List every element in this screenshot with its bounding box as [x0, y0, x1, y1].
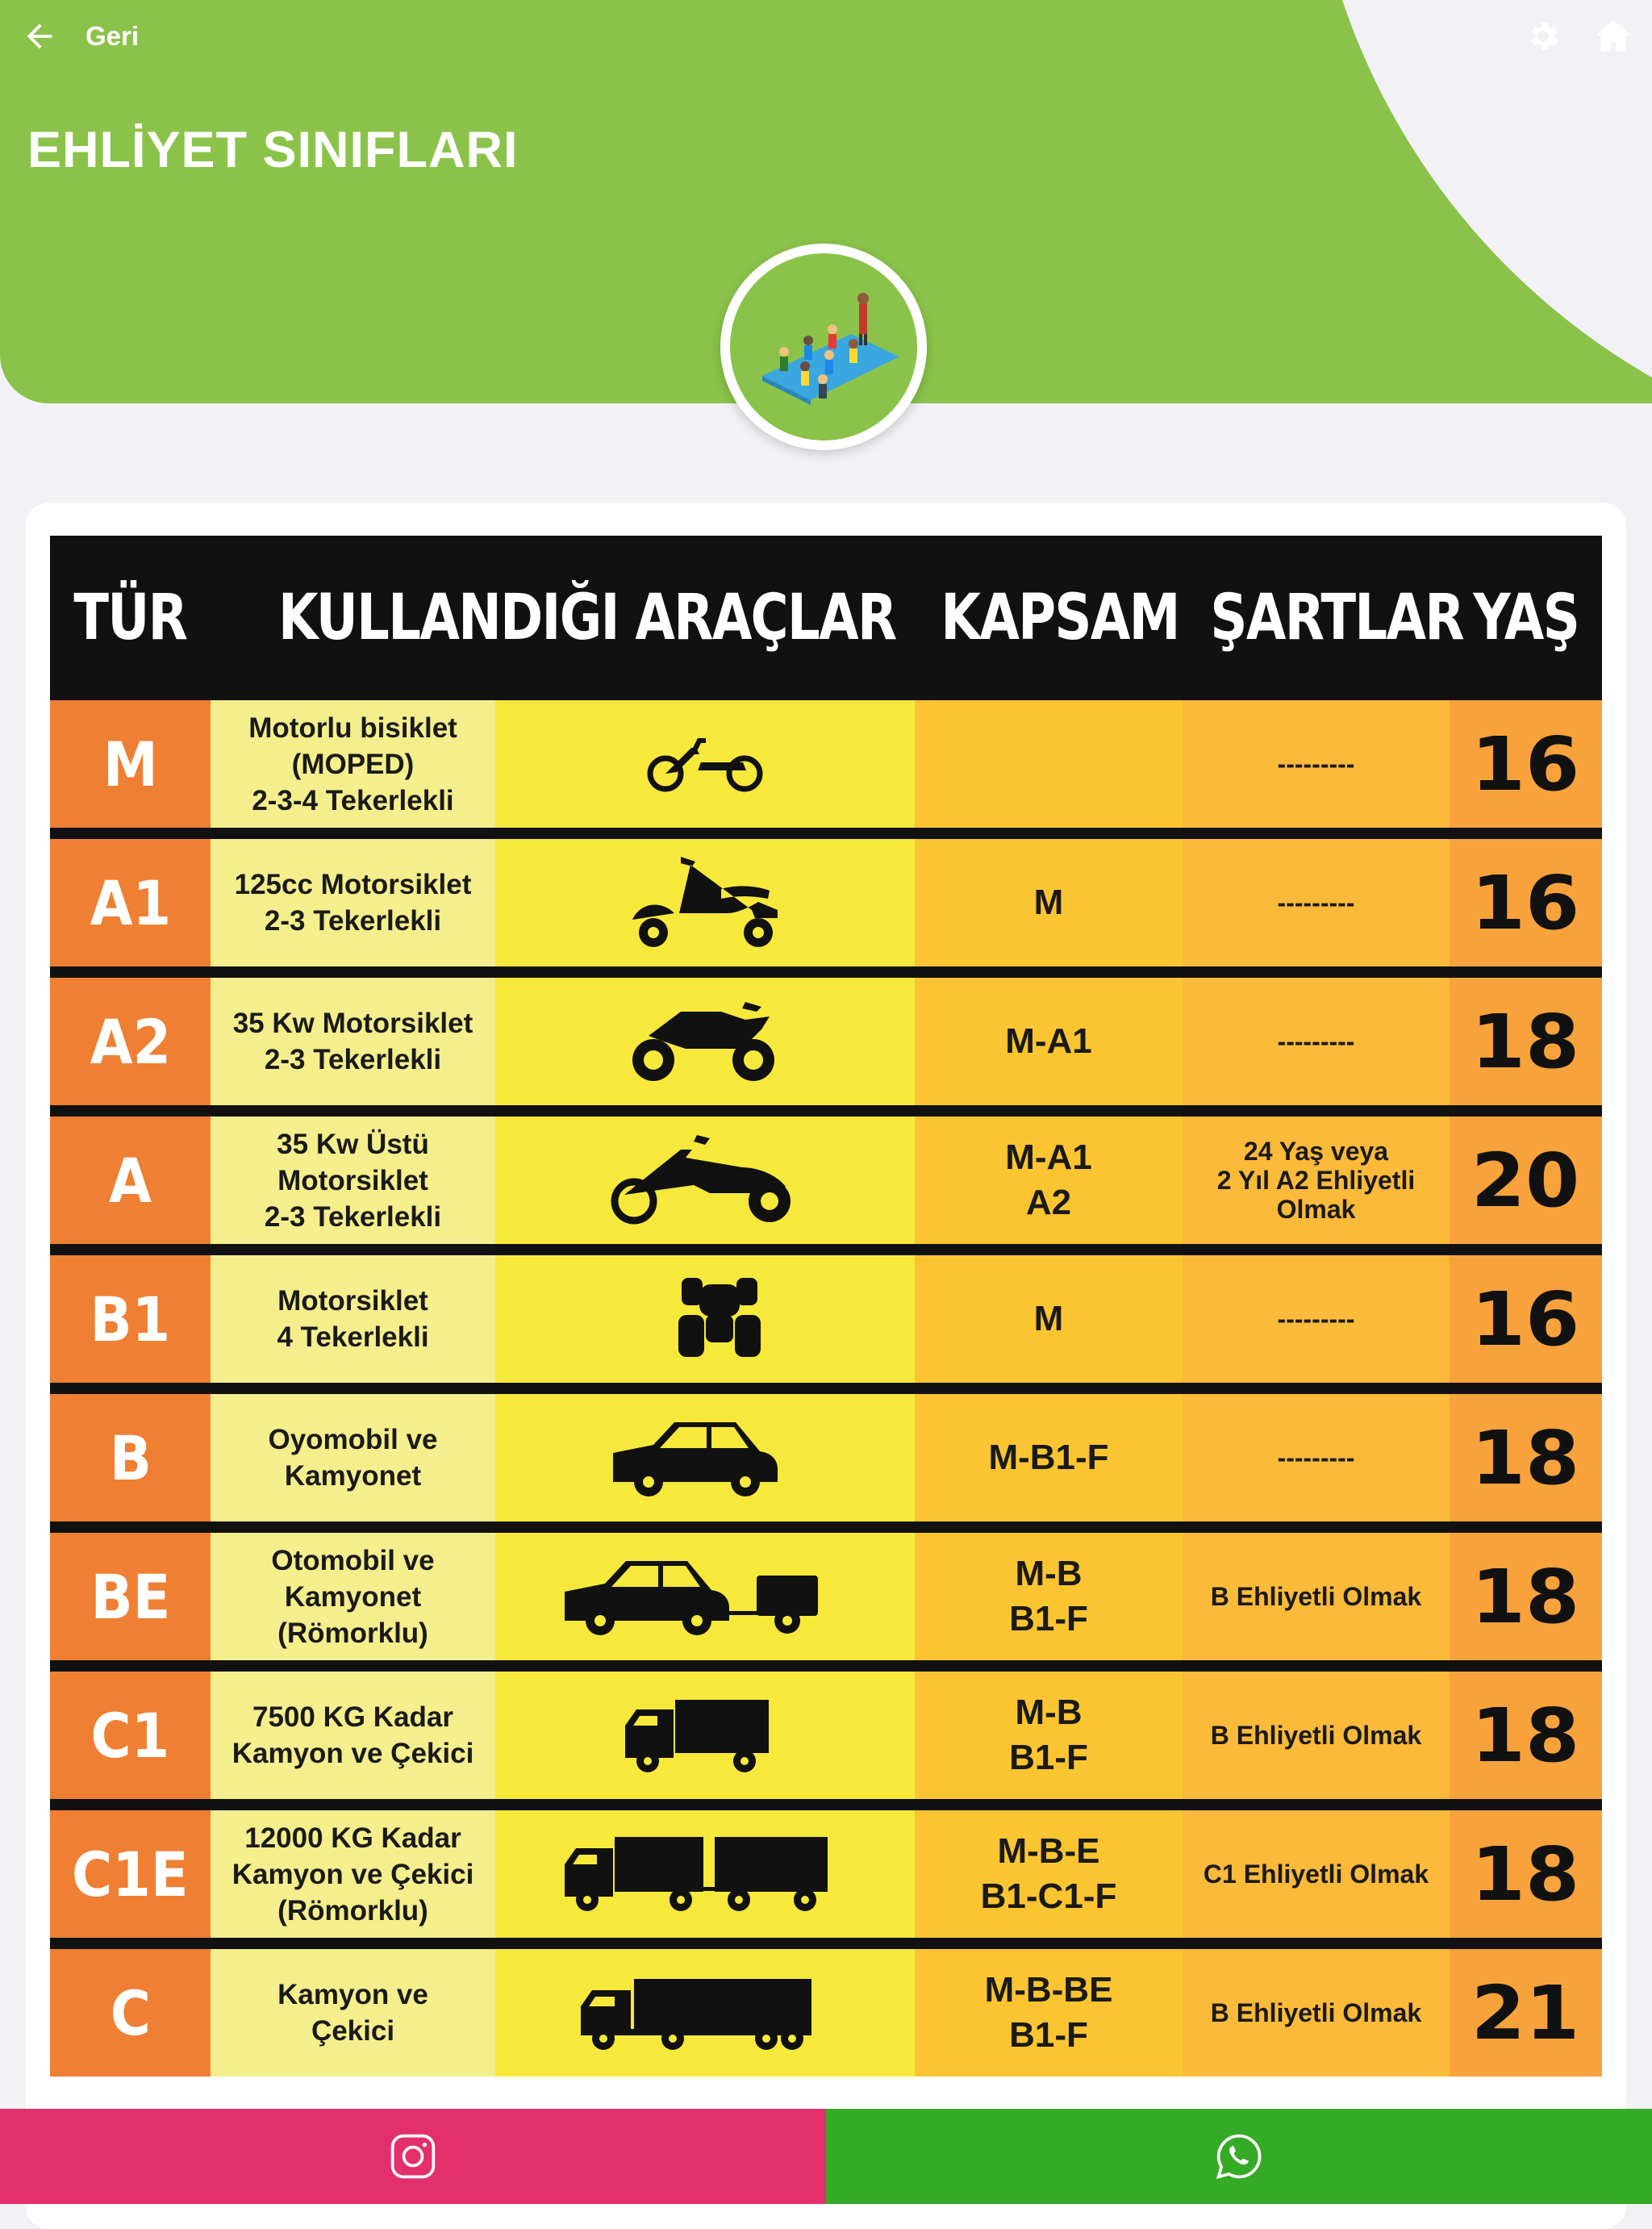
tur-cell: C1 — [50, 1666, 211, 1805]
vehicle-cell — [495, 972, 915, 1111]
truck-trailer-icon — [560, 1832, 834, 1913]
header-araclar: KULLANDIĞI ARAÇLAR — [211, 536, 915, 700]
yas-cell: 16 — [1450, 1250, 1602, 1388]
tur-cell: M — [50, 700, 211, 833]
sartlar-cell: B Ehliyetli Olmak — [1183, 1527, 1450, 1666]
back-button[interactable] — [21, 16, 139, 56]
vehicle-cell — [495, 1805, 915, 1943]
sartlar-cell: --------- — [1183, 1250, 1450, 1388]
kapsam-cell: M-B B1-F — [915, 1666, 1183, 1805]
desc-cell: Motorlu bisiklet (MOPED) 2-3-4 Tekerlekli — [211, 700, 495, 833]
yas-cell: 16 — [1450, 833, 1602, 972]
table-row — [50, 1527, 1602, 1666]
tur-cell: C — [50, 1943, 211, 2077]
tur-cell: B — [50, 1388, 211, 1527]
tur-cell: BE — [50, 1527, 211, 1666]
table-row — [50, 1250, 1602, 1388]
sport-bike-icon — [624, 996, 786, 1084]
vehicle-cell — [495, 1527, 915, 1666]
yas-cell: 20 — [1450, 1111, 1602, 1250]
tur-cell: C1E — [50, 1805, 211, 1943]
car-trailer-icon — [560, 1555, 826, 1635]
scooter-icon — [624, 849, 786, 954]
classroom-illustration — [720, 244, 927, 450]
sartlar-cell: C1 Ehliyetli Olmak — [1183, 1805, 1450, 1943]
gear-icon[interactable] — [1525, 18, 1562, 55]
license-classes-table — [50, 536, 1602, 2077]
vehicle-cell — [495, 1943, 915, 2077]
yas-cell: 18 — [1450, 972, 1602, 1111]
kapsam-cell: M-B B1-F — [915, 1527, 1183, 1666]
table-row — [50, 1805, 1602, 1943]
table-row — [50, 972, 1602, 1111]
kapsam-cell: M-B-BE B1-F — [915, 1943, 1183, 2077]
desc-cell: 7500 KG Kadar Kamyon ve Çekici — [211, 1666, 495, 1805]
back-arrow-icon — [21, 18, 58, 55]
yas-cell: 18 — [1450, 1805, 1602, 1943]
header-tur: TÜR — [50, 536, 211, 700]
sartlar-cell: --------- — [1183, 1388, 1450, 1527]
small-truck-icon — [620, 1693, 774, 1774]
table-row — [50, 1111, 1602, 1250]
tur-cell: B1 — [50, 1250, 211, 1388]
table-row — [50, 1666, 1602, 1805]
kapsam-cell: M — [915, 1250, 1183, 1388]
kapsam-cell: M-B1-F — [915, 1388, 1183, 1527]
kapsam-cell — [915, 700, 1183, 833]
tur-cell: A2 — [50, 972, 211, 1111]
desc-cell: 12000 KG Kadar Kamyon ve Çekici (Römorklu) — [211, 1805, 495, 1943]
desc-cell: 35 Kw Motorsiklet 2-3 Tekerlekli — [211, 972, 495, 1111]
desc-cell: 125cc Motorsiklet 2-3 Tekerlekli — [211, 833, 495, 972]
header-sartlar: ŞARTLAR — [1183, 536, 1450, 700]
table-header-row — [50, 536, 1602, 700]
vehicle-cell — [495, 1111, 915, 1250]
table-row — [50, 833, 1602, 972]
yas-cell: 21 — [1450, 1943, 1602, 2077]
sartlar-cell: --------- — [1183, 833, 1450, 972]
atv-icon — [675, 1273, 764, 1362]
tur-cell: A1 — [50, 833, 211, 972]
instagram-icon — [387, 2131, 439, 2182]
header-kapsam: KAPSAM — [915, 536, 1183, 700]
table-row — [50, 1943, 1602, 2077]
whatsapp-icon — [1213, 2131, 1265, 2182]
whatsapp-button[interactable] — [826, 2109, 1652, 2204]
sartlar-cell: --------- — [1183, 700, 1450, 833]
classroom-icon — [730, 253, 920, 444]
header-yas: YAŞ — [1450, 536, 1602, 700]
yas-cell: 18 — [1450, 1527, 1602, 1666]
footer-bar — [0, 2109, 1652, 2204]
tur-cell: A — [50, 1111, 211, 1250]
yas-cell: 18 — [1450, 1666, 1602, 1805]
yas-cell: 18 — [1450, 1388, 1602, 1527]
sartlar-cell: --------- — [1183, 972, 1450, 1111]
vehicle-cell — [495, 1388, 915, 1527]
moped-icon — [645, 730, 766, 795]
sartlar-cell: 24 Yaş veya 2 Yıl A2 Ehliyetli Olmak — [1183, 1111, 1450, 1250]
large-truck-icon — [576, 1971, 818, 2052]
page-title: EHLİYET SINIFLARI — [27, 122, 519, 178]
yas-cell: 16 — [1450, 700, 1602, 833]
vehicle-cell — [495, 1666, 915, 1805]
kapsam-cell: M-B-E B1-C1-F — [915, 1805, 1183, 1943]
top-navigation — [0, 0, 1652, 73]
sartlar-cell: B Ehliyetli Olmak — [1183, 1943, 1450, 2077]
desc-cell: 35 Kw Üstü Motorsiklet 2-3 Tekerlekli — [211, 1111, 495, 1250]
desc-cell: Motorsiklet 4 Tekerlekli — [211, 1250, 495, 1388]
kapsam-cell: M — [915, 833, 1183, 972]
table-row — [50, 700, 1602, 833]
vehicle-cell — [495, 833, 915, 972]
vehicle-cell — [495, 700, 915, 833]
chopper-icon — [608, 1130, 802, 1227]
desc-cell: Kamyon ve Çekici — [211, 1943, 495, 2077]
kapsam-cell: M-A1 — [915, 972, 1183, 1111]
table-row — [50, 1388, 1602, 1527]
sartlar-cell: B Ehliyetli Olmak — [1183, 1666, 1450, 1805]
car-icon — [608, 1416, 786, 1496]
desc-cell: Otomobil ve Kamyonet (Römorklu) — [211, 1527, 495, 1666]
desc-cell: Oyomobil ve Kamyonet — [211, 1388, 495, 1527]
home-icon[interactable] — [1592, 16, 1634, 56]
back-label: Geri — [86, 21, 140, 51]
vehicle-cell — [495, 1250, 915, 1388]
kapsam-cell: M-A1 A2 — [915, 1111, 1183, 1250]
instagram-button[interactable] — [0, 2109, 826, 2204]
